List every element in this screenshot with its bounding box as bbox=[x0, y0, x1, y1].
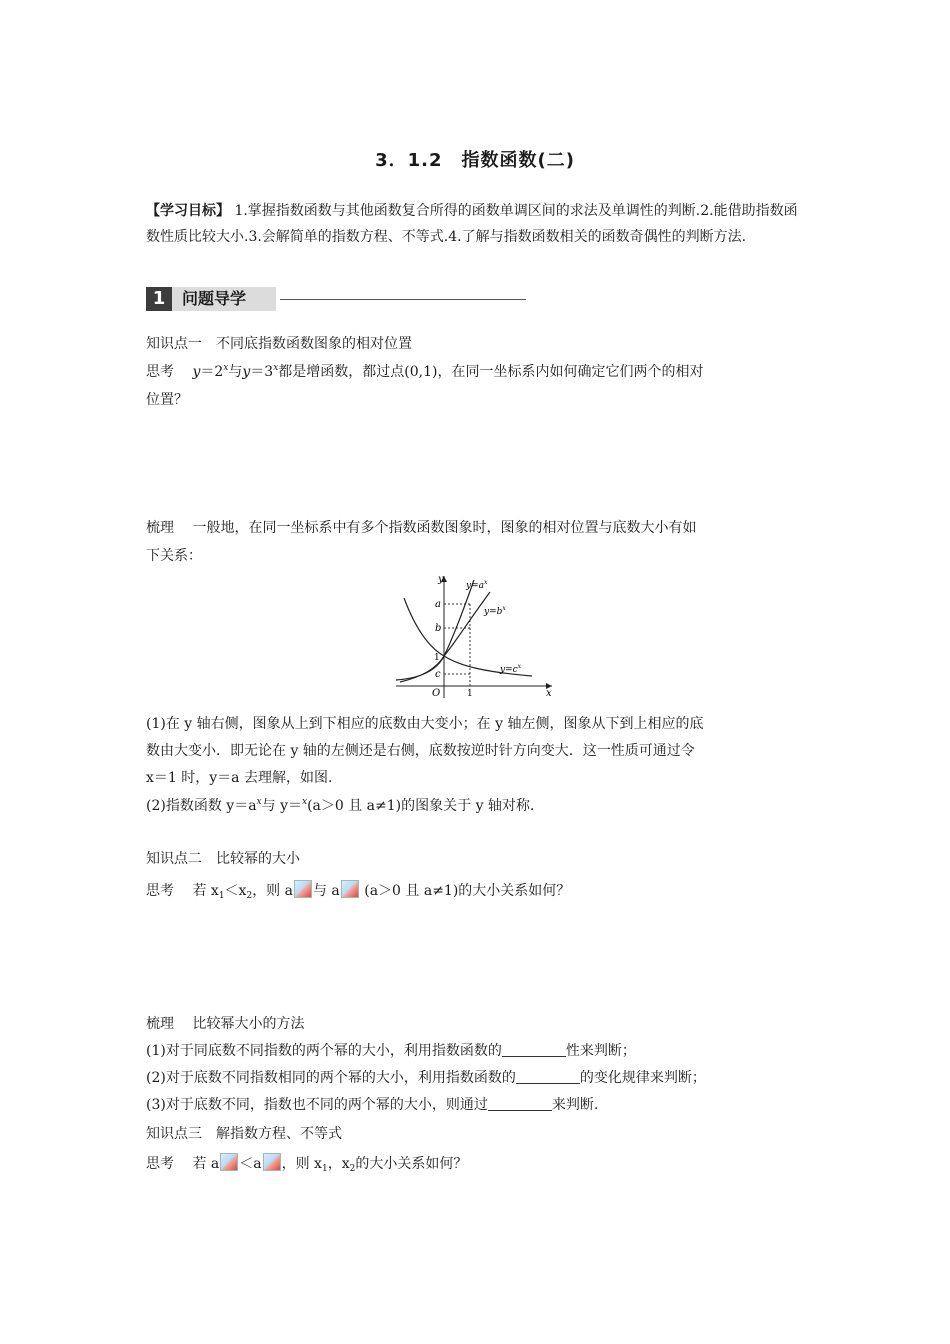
text-part: ，则 x bbox=[281, 1156, 322, 1172]
kp1-sort bbox=[146, 518, 696, 538]
subscript: 1 bbox=[321, 1164, 328, 1174]
fill-blank[interactable] bbox=[502, 1042, 566, 1057]
text-part: ＜x bbox=[224, 883, 247, 899]
var-y: y bbox=[192, 364, 201, 380]
objectives-text: 1.掌握指数函数与其他函数复合所得的函数单调区间的求法及单调性的判断.2.能借助指数函数性质比较大小.3.会解简单的指数方程、不等式.4.了解与指数函数相关的函数奇偶性的判断方法. bbox=[146, 203, 798, 245]
sort-label: 梳理 bbox=[146, 520, 174, 536]
text-part: 的变化规律来判断； bbox=[579, 1070, 706, 1086]
eq-part: ＝2 bbox=[200, 364, 224, 380]
text-part: 都是增函数，都过点(0,1)，在同一坐标系内如何确定它们两个的相对 bbox=[278, 364, 704, 380]
label-x-axis: x bbox=[546, 688, 552, 699]
exponent: x bbox=[223, 363, 229, 373]
text-part: 与 y＝ bbox=[261, 798, 302, 814]
exponential-graph bbox=[394, 572, 560, 700]
text-part: ＜a bbox=[239, 1156, 262, 1172]
note1-line3: x＝1 时，y＝a 去理解，如图. bbox=[146, 770, 333, 786]
think-label: 思考 bbox=[146, 364, 174, 380]
kp1-think-cont: 位置？ bbox=[146, 392, 188, 408]
text-part: ，x bbox=[327, 1156, 350, 1172]
section-rule bbox=[280, 299, 526, 300]
sort-text: 一般地，在同一坐标系中有多个指数函数图象时，图象的相对位置与底数大小有如 bbox=[192, 520, 697, 536]
page-title: 3．1.2 指数函数(二) bbox=[375, 150, 575, 171]
label-a: a bbox=[435, 599, 441, 610]
label-c: c bbox=[435, 669, 441, 680]
exponent: x bbox=[301, 797, 308, 807]
method-3 bbox=[146, 1095, 598, 1115]
sort-label: 梳理 bbox=[146, 1016, 174, 1032]
formula-image-icon bbox=[220, 1153, 238, 1171]
note1-line1: (1)在 y 轴右侧，图象从上到下相应的底数由大变小；在 y 轴左侧，图象从下到上相应的底 bbox=[146, 716, 704, 732]
section-number: 1 bbox=[146, 287, 172, 311]
formula-image-icon bbox=[341, 880, 359, 898]
label-one-y: 1 bbox=[434, 653, 440, 663]
label-one-x: 1 bbox=[467, 689, 473, 699]
text-part: (2)对于底数不同指数相同的两个幂的大小，利用指数函数的 bbox=[146, 1070, 516, 1086]
text-part: (a＞0 且 a≠1)的图象关于 y 轴对称. bbox=[307, 798, 535, 814]
section-header bbox=[146, 287, 526, 311]
objectives-label: 【学习目标】 bbox=[146, 203, 230, 219]
kp2-heading: 知识点二 比较幂的大小 bbox=[146, 851, 300, 867]
kp3-think bbox=[146, 1153, 467, 1174]
text-part: 若 a bbox=[192, 1156, 220, 1172]
text-part: 与 bbox=[228, 364, 243, 380]
kp1-heading: 知识点一 不同底指数函数图象的相对位置 bbox=[146, 336, 412, 352]
formula-image-icon bbox=[263, 1153, 281, 1171]
label-b: b bbox=[435, 623, 442, 634]
exponent: x bbox=[256, 797, 262, 807]
kp1-think bbox=[146, 362, 703, 382]
fill-blank[interactable] bbox=[488, 1096, 552, 1111]
exponent: x bbox=[273, 363, 279, 373]
text-part: 的大小关系如何？ bbox=[355, 1156, 468, 1172]
text-part: (1)对于同底数不同指数的两个幂的大小，利用指数函数的 bbox=[146, 1043, 502, 1059]
text-part: 性来判断； bbox=[565, 1043, 636, 1059]
kp2-think bbox=[146, 880, 570, 901]
var-y: y bbox=[242, 364, 251, 380]
section-label: 问题导学 bbox=[182, 289, 247, 308]
text-part: 来判断. bbox=[551, 1097, 599, 1113]
sort-title: 比较幂大小的方法 bbox=[192, 1016, 305, 1032]
text-part: (2)指数函数 y＝a bbox=[146, 798, 257, 814]
kp3-heading: 知识点三 解指数方程、不等式 bbox=[146, 1126, 342, 1142]
label-y-axis: y bbox=[438, 574, 444, 585]
formula-image-icon bbox=[294, 880, 312, 898]
text-part: 若 x bbox=[192, 883, 219, 899]
subscript: 2 bbox=[246, 891, 253, 901]
think-label: 思考 bbox=[146, 1156, 174, 1172]
subscript: 2 bbox=[349, 1164, 356, 1174]
kp2-sort bbox=[146, 1014, 304, 1034]
text-part: (a＞0 且 a≠1)的大小关系如何？ bbox=[364, 883, 571, 899]
note2-line bbox=[146, 796, 534, 816]
kp1-sort-cont: 下关系： bbox=[146, 548, 202, 564]
text-part: 与 a bbox=[312, 883, 340, 899]
learning-objectives bbox=[146, 198, 806, 250]
method-2 bbox=[146, 1068, 706, 1088]
text-part: (3)对于底数不同，指数也不同的两个幂的大小，则通过 bbox=[146, 1097, 488, 1113]
eq-part: ＝3 bbox=[250, 364, 274, 380]
text-part: ，则 a bbox=[252, 883, 293, 899]
fill-blank[interactable] bbox=[516, 1069, 580, 1084]
label-curve-b: $y=b^x$ bbox=[484, 605, 506, 617]
method-1 bbox=[146, 1041, 636, 1061]
subscript: 1 bbox=[218, 891, 225, 901]
label-curve-c: $y=c^x$ bbox=[500, 663, 522, 675]
label-curve-a: $y=a^x$ bbox=[466, 579, 488, 591]
note1-line2: 数由大变小．即无论在 y 轴的左侧还是右侧，底数按逆时针方向变大．这一性质可通过令 bbox=[146, 743, 695, 759]
think-label: 思考 bbox=[146, 883, 174, 899]
label-origin: O bbox=[432, 688, 441, 699]
